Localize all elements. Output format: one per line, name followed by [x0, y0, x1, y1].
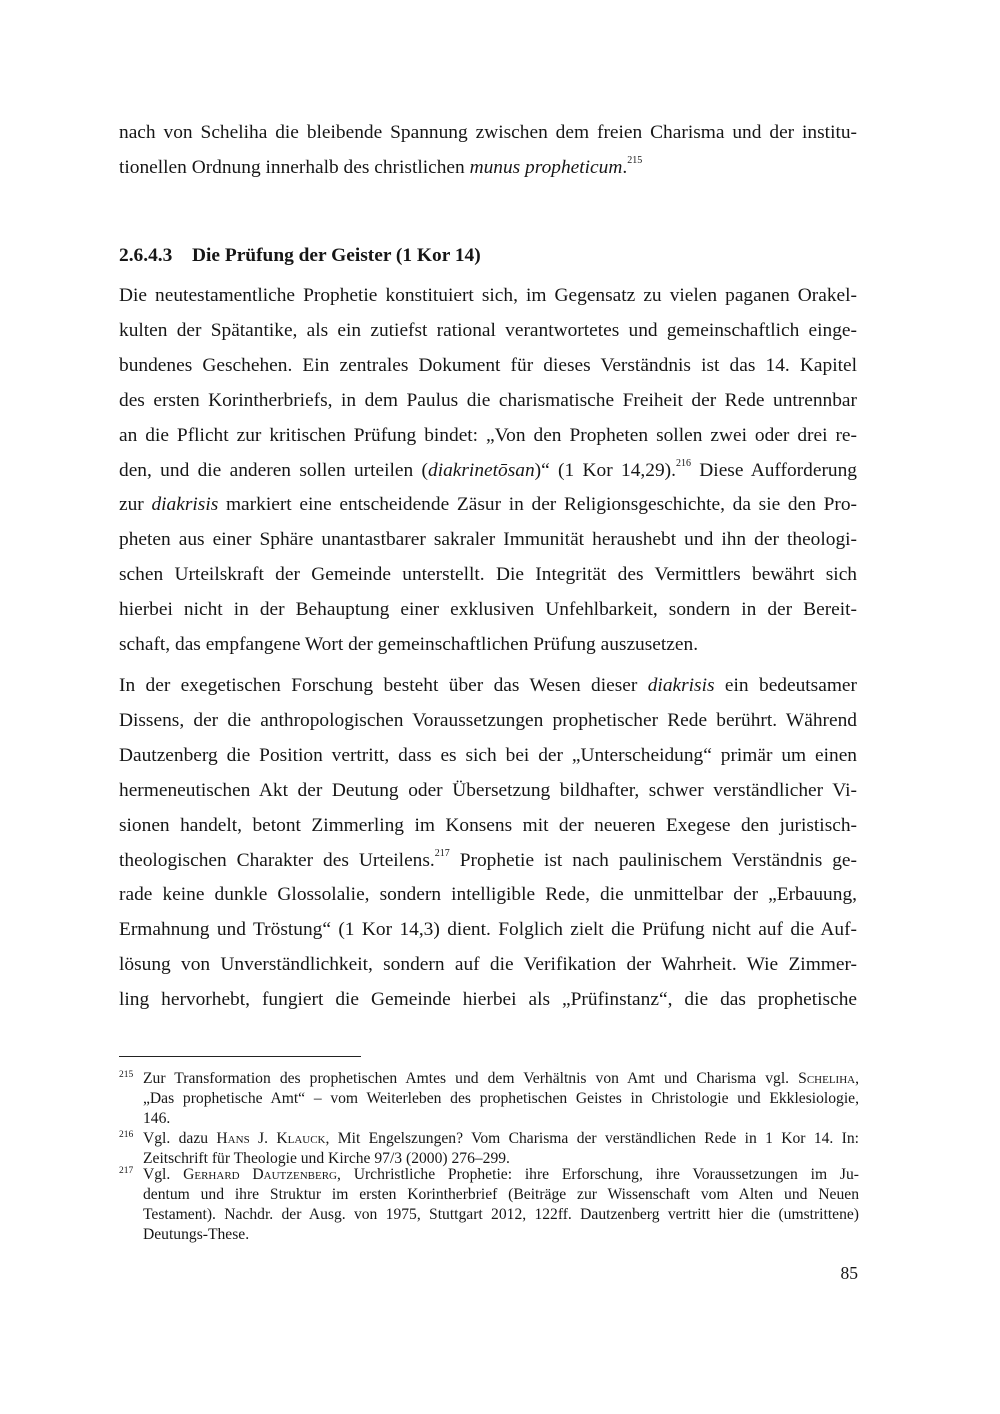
text-line	[119, 844, 857, 879]
text-line: nach von Scheliha die bleibende Spannung zwischen dem freien Charisma und der institu-	[119, 122, 857, 143]
text-line: rade keine dunkle Glossolalie, sondern intelligible Rede, die unmittelbar der „Erbauung,	[119, 884, 857, 906]
footnote-mark: 215	[119, 1070, 134, 1080]
footnote-text	[143, 1129, 859, 1169]
text-span: Vgl. dazu	[143, 1130, 217, 1147]
text-line: des ersten Korintherbriefs, in dem Paulus die charismatische Freiheit der Rede untrennbar	[119, 389, 857, 411]
text-span: ein bedeutsamer	[714, 675, 857, 696]
footnote-ref-215[interactable]: 215	[627, 155, 643, 167]
text-line: hermeneutischen Akt der Deutung oder Übersetzung bildhafter, schwer verständlicher Vi-	[119, 779, 857, 801]
italic-term: munus propheticum	[469, 156, 623, 178]
paragraph-2	[119, 669, 857, 1018]
footnote-line: Zeitschrift für Theologie und Kirche 97/3 (2000) 276–299.	[143, 1150, 510, 1167]
footnote-mark: 217	[119, 1166, 134, 1176]
text-span: , Mit Engelszungen? Vom Charisma der verständlichen Rede in 1 Kor 14. In:	[325, 1130, 859, 1147]
text-line: Ermahnung und Tröstung“ (1 Kor 14,3) dient. Folglich zielt die Prüfung nicht auf die Auf-	[119, 919, 857, 941]
text-line: pheten aus einer Sphäre unantastbarer sakraler Immunität heraushebt und ihn der theologi-	[119, 529, 857, 551]
text-line	[119, 488, 857, 523]
author-name: Gerhard Dautzenberg	[183, 1166, 337, 1183]
text-span: zur	[119, 494, 152, 516]
text-line: Die neutestamentliche Prophetie konstituiert sich, im Gegensatz zu vielen paganen Orakel-	[119, 285, 857, 306]
text-line: hierbei nicht in der Behauptung einer exklusiven Unfehlbarkeit, sondern in der Bereit-	[119, 599, 857, 621]
text-span: , Urchristliche Prophetie: ihre Erforschung, ihre Voraussetzungen im Ju-	[337, 1166, 859, 1183]
text-span: Diese Aufforderung	[690, 459, 857, 481]
footnote-ref-216[interactable]: 216	[675, 458, 691, 470]
intro-paragraph	[119, 116, 857, 186]
text-span: theologischen Charakter des Urteilens.	[119, 849, 435, 871]
footnote-line: Testament). Nachdr. der Ausg. von 1975, Stuttgart 2012, 122ff. Dautzenberg vertritt hier die (umstrittene)	[143, 1206, 859, 1223]
page-number: 85	[840, 1263, 858, 1283]
text-span: )“ (1 Kor 14,29).	[534, 459, 676, 481]
text-span: Prophetie ist nach paulinischem Verständnis ge-	[449, 849, 857, 871]
text-line: Dissens, der die anthropologischen Voraussetzungen prophetischer Rede berührt. Während	[119, 709, 857, 731]
text-span: markiert eine entscheidende Zäsur in der Religionsgeschichte, da sie den Pro-	[218, 494, 858, 516]
footnote-line: 146.	[143, 1110, 171, 1127]
text-line	[119, 669, 857, 704]
footnote-text	[143, 1069, 859, 1129]
section-number: 2.6.4.3	[119, 245, 173, 266]
footnote-separator	[119, 1056, 361, 1057]
text-line: sionen handelt, betont Zimmerling im Konsens mit der neueren Exegese den juristisch-	[119, 814, 857, 836]
text-span: tionellen Ordnung innerhalb des christlichen	[119, 156, 470, 178]
footnote-line	[143, 1129, 859, 1149]
italic-term: diakrinetōsan	[428, 459, 535, 481]
italic-term: diakrisis	[151, 494, 219, 516]
text-span: Vgl.	[143, 1166, 184, 1183]
text-line: kulten der Spätantike, als ein zutiefst rational verantwortetes und gemeinschaftlich einge-	[119, 319, 857, 341]
footnote-line	[143, 1069, 859, 1089]
text-line: schen Urteilskraft der Gemeinde unterstellt. Die Integrität des Vermittlers bewährt sich	[119, 564, 857, 586]
text-span: ,	[855, 1070, 859, 1087]
italic-term: diakrisis	[647, 675, 715, 696]
text-line: schaft, das empfangene Wort der gemeinschaftlichen Prüfung auszusetzen.	[119, 634, 699, 656]
footnote-line: „Das prophetische Amt“ – vom Weiterleben des prophetischen Geistes in Christologie und Ekklesiologie,	[143, 1090, 859, 1107]
text-span: den, und die anderen sollen urteilen (	[119, 459, 428, 481]
footnote-216	[119, 1129, 859, 1169]
footnote-217	[119, 1165, 859, 1245]
text-span: In der exegetischen Forschung besteht über das Wesen dieser	[119, 675, 648, 696]
footnote-line: dentum und ihre Struktur im ersten Korintherbrief (Beiträge zur Wissenschaft vom Alten und Neuen	[143, 1186, 859, 1203]
paragraph-1	[119, 279, 857, 663]
footnote-line	[143, 1165, 859, 1185]
text-line: bundenes Geschehen. Ein zentrales Dokument für dieses Verständnis ist das 14. Kapitel	[119, 354, 857, 376]
text-line: ling hervorhebt, fungiert die Gemeinde hierbei als „Prüfinstanz“, die das prophetische	[119, 989, 857, 1011]
section-title: Die Prüfung der Geister (1 Kor 14)	[192, 245, 481, 266]
footnote-215	[119, 1069, 859, 1129]
footnote-mark: 216	[119, 1130, 134, 1140]
text-line	[119, 454, 857, 489]
section-heading	[119, 241, 481, 271]
footnote-ref-217[interactable]: 217	[434, 848, 450, 860]
text-line: lösung von Unverständlichkeit, sondern auf die Verifikation der Wahrheit. Wie Zimmer-	[119, 954, 857, 976]
text-line	[119, 151, 857, 186]
text-line: an die Pflicht zur kritischen Prüfung bindet: „Von den Propheten sollen zwei oder drei re-	[119, 424, 857, 446]
author-name: Hans J. Klauck	[216, 1130, 326, 1147]
text-span: .	[622, 156, 628, 178]
text-span: Zur Transformation des prophetischen Amtes und dem Verhältnis von Amt und Charisma vgl.	[143, 1070, 799, 1087]
footnote-line: Deutungs-These.	[143, 1226, 250, 1243]
author-name: Scheliha	[798, 1070, 856, 1087]
footnote-text	[143, 1165, 859, 1245]
text-line: Dautzenberg die Position vertritt, dass es sich bei der „Unterscheidung“ primär um einen	[119, 744, 857, 766]
